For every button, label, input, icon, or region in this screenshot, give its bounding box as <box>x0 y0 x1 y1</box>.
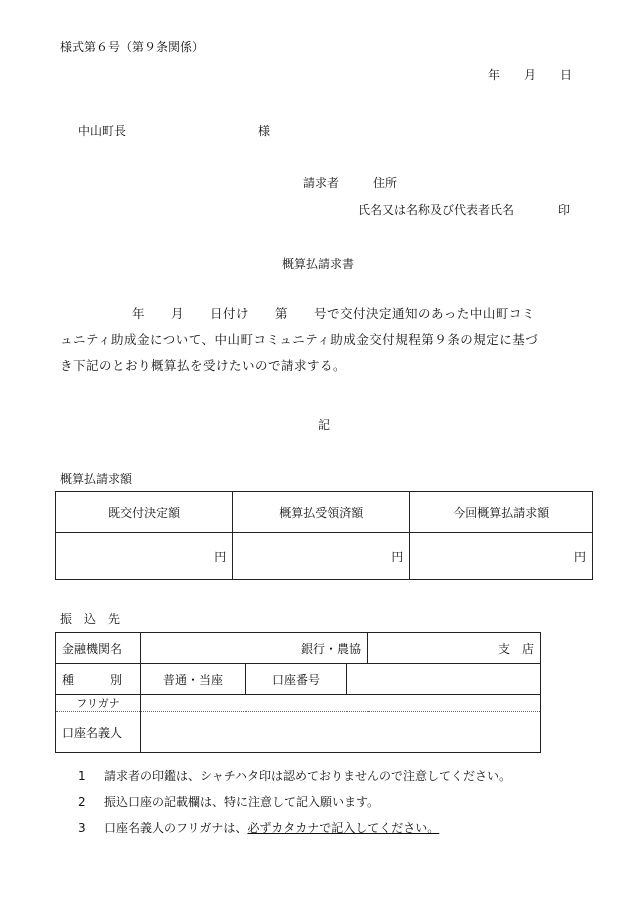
amount-header: 既交付決定額 <box>56 492 233 533</box>
addressee-name: 中山町長 <box>78 124 127 138</box>
transfer-table <box>55 632 541 753</box>
bank-label: 金融機関名 <box>56 633 141 664</box>
holder-label: 口座名義人 <box>56 712 141 753</box>
note-item <box>78 815 511 841</box>
note-number: 2 <box>78 795 86 809</box>
holder-field[interactable] <box>141 712 541 753</box>
note-number: 3 <box>78 821 86 835</box>
requester-label: 請求者 <box>303 176 340 190</box>
requester-address-label: 住所 <box>373 176 398 190</box>
decided-amount-cell[interactable] <box>56 533 233 580</box>
requested-amount-cell[interactable] <box>410 533 593 580</box>
bank-field[interactable] <box>141 633 368 664</box>
note-text: 請求者の印鑑は、シャチハタ印は認めておりませんので注意してください。 <box>104 769 512 783</box>
ki-heading: 記 <box>318 418 331 432</box>
kana-label: フリガナ <box>56 695 141 712</box>
account-number-field[interactable] <box>347 664 541 695</box>
document-title: 概算払請求書 <box>282 257 355 271</box>
note-emphasis: 必ずカタカナで記入してください。 <box>247 821 440 835</box>
body-line-1: 年 月 日付け 第 号で交付決定通知のあった中山町コミ <box>132 306 535 321</box>
form-number: 様式第６号（第９条関係） <box>60 40 205 54</box>
amount-header: 今回概算払請求額 <box>410 492 593 533</box>
addressee-honorific: 様 <box>258 124 271 138</box>
note-text: 口座名義人のフリガナは、 <box>104 821 248 835</box>
kana-field[interactable] <box>141 695 541 712</box>
branch-field[interactable] <box>368 633 541 664</box>
branch-suffix: 支 店 <box>497 641 534 656</box>
yen-unit: 円 <box>214 549 227 564</box>
notes-list <box>78 763 511 841</box>
note-number: 1 <box>78 769 86 783</box>
note-item <box>78 789 511 815</box>
amount-header: 概算払受領済額 <box>233 492 410 533</box>
yen-unit: 円 <box>391 549 404 564</box>
seal-mark: 印 <box>558 203 571 217</box>
requester-name-label: 氏名又は名称及び代表者氏名 <box>358 203 515 217</box>
amount-table <box>55 491 593 580</box>
body-line-2: ュニティ助成金について、中山町コミュニティ助成金交付規程第９条の規定に基づ <box>60 332 539 347</box>
amount-section-title: 概算払請求額 <box>60 472 133 486</box>
bank-suffix: 銀行・農協 <box>300 641 361 656</box>
note-text: 振込口座の記載欄は、特に注意して記入願います。 <box>104 795 380 809</box>
yen-unit: 円 <box>573 549 586 564</box>
account-label: 口座番号 <box>246 664 347 695</box>
received-amount-cell[interactable] <box>233 533 410 580</box>
type-value[interactable]: 普通・当座 <box>141 664 246 695</box>
type-label: 種 別 <box>56 664 141 695</box>
note-item <box>78 763 511 789</box>
body-paragraph <box>60 301 590 379</box>
body-line-3: き下記のとおり概算払を受けたいので請求する。 <box>60 358 347 373</box>
date-line: 年 月 日 <box>488 68 573 82</box>
transfer-section-title: 振 込 先 <box>60 612 121 626</box>
